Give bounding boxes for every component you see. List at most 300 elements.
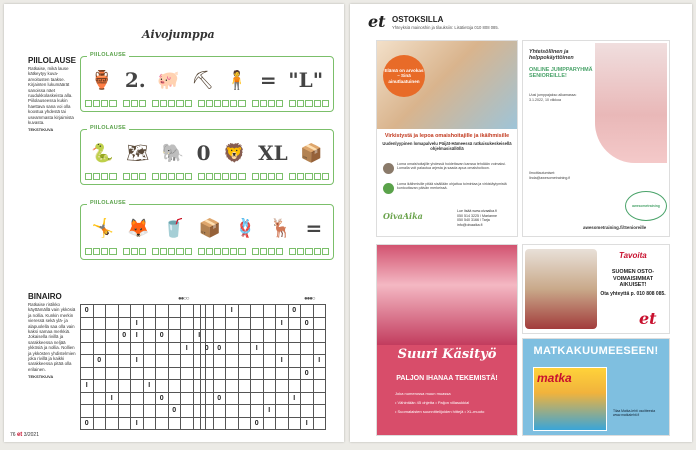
grid-cell[interactable] bbox=[238, 405, 251, 418]
grid-cell[interactable] bbox=[251, 355, 264, 368]
answer-box[interactable] bbox=[322, 248, 329, 255]
grid-cell[interactable] bbox=[168, 392, 181, 405]
grid-cell[interactable] bbox=[118, 342, 131, 355]
answer-box[interactable] bbox=[230, 248, 237, 255]
grid-cell[interactable] bbox=[81, 330, 94, 343]
grid-cell[interactable] bbox=[156, 417, 169, 430]
grid-cell[interactable] bbox=[106, 405, 119, 418]
grid-cell[interactable] bbox=[226, 342, 239, 355]
grid-row bbox=[201, 367, 326, 380]
grid-cell[interactable] bbox=[106, 317, 119, 330]
answer-box[interactable] bbox=[305, 173, 312, 180]
grid-cell[interactable] bbox=[201, 405, 214, 418]
grid-cell[interactable] bbox=[181, 355, 194, 368]
answer-box[interactable] bbox=[85, 173, 92, 180]
answer-box[interactable] bbox=[109, 173, 116, 180]
grid-cell[interactable] bbox=[276, 330, 289, 343]
answer-box[interactable] bbox=[185, 248, 192, 255]
grid-cell: 0 bbox=[168, 405, 181, 418]
answer-box[interactable] bbox=[206, 100, 213, 107]
grid-cell[interactable] bbox=[288, 342, 301, 355]
grid-cell[interactable] bbox=[156, 355, 169, 368]
grid-cell[interactable] bbox=[131, 305, 144, 318]
grid-cell[interactable] bbox=[213, 317, 226, 330]
grid-cell: 0 bbox=[301, 317, 314, 330]
grid-cell[interactable] bbox=[131, 405, 144, 418]
grid-cell[interactable] bbox=[263, 417, 276, 430]
panel-tag: PIILOLAUSE bbox=[87, 200, 129, 206]
grid-cell[interactable] bbox=[156, 317, 169, 330]
grid-row bbox=[201, 355, 326, 368]
grid-cell[interactable] bbox=[93, 342, 106, 355]
answer-box[interactable] bbox=[297, 100, 304, 107]
grid-cell[interactable] bbox=[301, 330, 314, 343]
answer-box[interactable] bbox=[123, 173, 130, 180]
grid-cell[interactable] bbox=[168, 342, 181, 355]
grid-cell[interactable] bbox=[313, 380, 326, 393]
grid-cell[interactable] bbox=[106, 367, 119, 380]
grid-cell[interactable] bbox=[251, 330, 264, 343]
puzzle-picture: 🦊 bbox=[127, 218, 150, 238]
grid-row bbox=[81, 380, 206, 393]
grid-cell[interactable] bbox=[118, 405, 131, 418]
grid-cell[interactable] bbox=[263, 305, 276, 318]
grid-cell[interactable] bbox=[143, 392, 156, 405]
grid-cell[interactable] bbox=[93, 380, 106, 393]
grid-cell[interactable] bbox=[143, 355, 156, 368]
grid-cell[interactable] bbox=[181, 317, 194, 330]
grid-cell[interactable] bbox=[156, 305, 169, 318]
answer-box[interactable] bbox=[276, 100, 283, 107]
answer-box[interactable] bbox=[93, 100, 100, 107]
grid-cell[interactable] bbox=[251, 367, 264, 380]
grid-cell[interactable] bbox=[238, 330, 251, 343]
grid-cell[interactable] bbox=[313, 342, 326, 355]
word-gap bbox=[118, 248, 122, 255]
grid-cell[interactable] bbox=[106, 380, 119, 393]
ad-tavoita[interactable] bbox=[522, 244, 670, 334]
answer-box[interactable] bbox=[85, 100, 92, 107]
ad-matka[interactable] bbox=[522, 338, 670, 436]
grid-cell[interactable] bbox=[301, 305, 314, 318]
grid-cell[interactable] bbox=[131, 342, 144, 355]
grid-cell[interactable] bbox=[131, 367, 144, 380]
answer-box[interactable] bbox=[222, 248, 229, 255]
grid-cell[interactable] bbox=[156, 405, 169, 418]
answer-box[interactable] bbox=[206, 173, 213, 180]
grid-cell[interactable] bbox=[201, 305, 214, 318]
answer-box[interactable] bbox=[297, 173, 304, 180]
grid-cell[interactable] bbox=[118, 380, 131, 393]
answer-box[interactable] bbox=[160, 100, 167, 107]
grid-cell[interactable] bbox=[118, 392, 131, 405]
word-gap bbox=[247, 100, 251, 107]
grid-cell[interactable] bbox=[276, 305, 289, 318]
grid-cell: 0 bbox=[156, 392, 169, 405]
grid-cell[interactable] bbox=[143, 405, 156, 418]
et-logo: et bbox=[368, 12, 386, 31]
grid-cell[interactable] bbox=[251, 392, 264, 405]
grid-cell[interactable] bbox=[313, 367, 326, 380]
suuri-kasityo-logo: Suuri Käsityö bbox=[397, 347, 497, 362]
answer-box[interactable] bbox=[230, 100, 237, 107]
puzzle-picture: 🦌 bbox=[269, 218, 293, 238]
grid-cell[interactable] bbox=[238, 380, 251, 393]
grid-cell[interactable] bbox=[118, 305, 131, 318]
right-page bbox=[350, 4, 692, 442]
answer-box[interactable] bbox=[276, 173, 283, 180]
answer-box[interactable] bbox=[268, 248, 275, 255]
grid-cell[interactable] bbox=[213, 367, 226, 380]
grid-cell[interactable] bbox=[93, 305, 106, 318]
answer-box[interactable] bbox=[206, 248, 213, 255]
grid-cell[interactable] bbox=[238, 317, 251, 330]
grid-cell[interactable] bbox=[288, 380, 301, 393]
grid-cell[interactable] bbox=[226, 417, 239, 430]
grid-cell[interactable] bbox=[93, 392, 106, 405]
answer-box[interactable] bbox=[314, 100, 321, 107]
grid-cell[interactable] bbox=[93, 330, 106, 343]
answer-box[interactable] bbox=[260, 248, 267, 255]
ad-oivaaika[interactable] bbox=[376, 40, 518, 237]
answer-box[interactable] bbox=[289, 100, 296, 107]
answer-box[interactable] bbox=[139, 173, 146, 180]
answer-box[interactable] bbox=[109, 248, 116, 255]
word-gap bbox=[193, 248, 197, 255]
grid-cell[interactable] bbox=[288, 417, 301, 430]
grid-cell[interactable] bbox=[251, 380, 264, 393]
grid-cell: I bbox=[81, 380, 94, 393]
grid-cell: I bbox=[181, 342, 194, 355]
grid-cell[interactable] bbox=[181, 392, 194, 405]
grid-cell[interactable] bbox=[238, 367, 251, 380]
page-footer bbox=[10, 432, 39, 438]
grid-cell[interactable] bbox=[238, 305, 251, 318]
answer-box[interactable] bbox=[168, 173, 175, 180]
piilolause-credit: TEKSTIKUVA bbox=[28, 127, 54, 133]
answer-box[interactable] bbox=[238, 173, 245, 180]
grid-cell[interactable] bbox=[238, 392, 251, 405]
grid-cell[interactable] bbox=[276, 380, 289, 393]
answer-box[interactable] bbox=[139, 248, 146, 255]
grid-cell[interactable] bbox=[118, 367, 131, 380]
grid-cell[interactable] bbox=[201, 417, 214, 430]
grid-row bbox=[81, 405, 206, 418]
puzzle-picture: 🦁 bbox=[223, 143, 246, 163]
grid-cell[interactable] bbox=[81, 367, 94, 380]
grid-cell[interactable] bbox=[168, 330, 181, 343]
grid-cell[interactable] bbox=[226, 330, 239, 343]
grid-row bbox=[201, 342, 326, 355]
grid-cell[interactable] bbox=[81, 355, 94, 368]
answer-box[interactable] bbox=[322, 100, 329, 107]
grid-cell[interactable] bbox=[118, 355, 131, 368]
answer-box[interactable] bbox=[160, 248, 167, 255]
grid-cell[interactable] bbox=[251, 405, 264, 418]
grid-cell[interactable] bbox=[201, 330, 214, 343]
grid-cell[interactable] bbox=[276, 405, 289, 418]
answer-box[interactable] bbox=[314, 248, 321, 255]
answer-box[interactable] bbox=[305, 248, 312, 255]
grid-row bbox=[81, 417, 206, 430]
grid-cell[interactable] bbox=[276, 417, 289, 430]
panel-tag: PIILOLAUSE bbox=[87, 125, 129, 131]
grid-cell[interactable] bbox=[181, 380, 194, 393]
picture-row bbox=[85, 65, 329, 95]
answer-box[interactable] bbox=[176, 248, 183, 255]
grid-cell[interactable] bbox=[143, 417, 156, 430]
answer-box[interactable] bbox=[238, 248, 245, 255]
grid-cell[interactable] bbox=[181, 405, 194, 418]
answer-box[interactable] bbox=[222, 100, 229, 107]
answer-box[interactable] bbox=[168, 248, 175, 255]
grid-cell[interactable] bbox=[201, 380, 214, 393]
grid-cell[interactable] bbox=[263, 330, 276, 343]
grid-cell[interactable] bbox=[213, 405, 226, 418]
answer-boxes[interactable] bbox=[85, 173, 329, 180]
grid-cell[interactable] bbox=[263, 392, 276, 405]
footer-issue: 3/2021 bbox=[23, 432, 39, 438]
puzzle-picture: 🥤 bbox=[162, 218, 186, 238]
puzzle-picture: 📦 bbox=[300, 143, 323, 163]
grid-cell[interactable] bbox=[251, 305, 264, 318]
grid-cell[interactable] bbox=[168, 355, 181, 368]
answer-box[interactable] bbox=[260, 100, 267, 107]
answer-box[interactable] bbox=[123, 248, 130, 255]
answer-box[interactable] bbox=[152, 173, 159, 180]
grid-cell[interactable] bbox=[181, 330, 194, 343]
answer-box[interactable] bbox=[305, 100, 312, 107]
grid-cell: I bbox=[131, 330, 144, 343]
grid-cell[interactable] bbox=[156, 367, 169, 380]
grid-cell[interactable] bbox=[238, 417, 251, 430]
grid-cell: 0 bbox=[156, 330, 169, 343]
grid-cell[interactable] bbox=[143, 342, 156, 355]
grid-cell[interactable] bbox=[181, 367, 194, 380]
grid-cell[interactable] bbox=[313, 417, 326, 430]
grid-cell[interactable] bbox=[118, 317, 131, 330]
grid-cell[interactable] bbox=[301, 380, 314, 393]
answer-box[interactable] bbox=[214, 173, 221, 180]
word-gap bbox=[284, 248, 288, 255]
grid-cell[interactable] bbox=[213, 417, 226, 430]
grid-cell[interactable] bbox=[143, 317, 156, 330]
grid-cell[interactable] bbox=[288, 330, 301, 343]
answer-box[interactable] bbox=[93, 173, 100, 180]
answer-box[interactable] bbox=[123, 100, 130, 107]
answer-box[interactable] bbox=[109, 100, 116, 107]
grid-cell[interactable] bbox=[81, 342, 94, 355]
grid-cell[interactable] bbox=[213, 305, 226, 318]
answer-box[interactable] bbox=[252, 100, 259, 107]
grid-cell[interactable] bbox=[181, 417, 194, 430]
answer-box[interactable] bbox=[252, 173, 259, 180]
grid-cell[interactable] bbox=[213, 355, 226, 368]
grid-cell[interactable] bbox=[263, 380, 276, 393]
grid-cell[interactable] bbox=[118, 417, 131, 430]
grid-cell[interactable] bbox=[168, 367, 181, 380]
answer-box[interactable] bbox=[314, 173, 321, 180]
grid-cell[interactable] bbox=[226, 355, 239, 368]
grid-cell[interactable] bbox=[301, 405, 314, 418]
grid-cell[interactable] bbox=[201, 355, 214, 368]
ad-paragraph-1: Uusi jumppajakso alkamassa: 3.1.2022, 10 viikkoa bbox=[529, 93, 577, 102]
grid-cell[interactable] bbox=[301, 355, 314, 368]
grid-cell[interactable] bbox=[131, 380, 144, 393]
grid-cell[interactable] bbox=[313, 405, 326, 418]
grid-cell[interactable] bbox=[93, 405, 106, 418]
grid-cell[interactable] bbox=[288, 405, 301, 418]
answer-box[interactable] bbox=[198, 173, 205, 180]
grid-cell[interactable] bbox=[201, 392, 214, 405]
grid-cell[interactable] bbox=[226, 405, 239, 418]
answer-box[interactable] bbox=[268, 173, 275, 180]
ad-title: Yhteisöllinen ja helppokäyttöinen bbox=[529, 49, 574, 62]
grid-cell[interactable] bbox=[143, 367, 156, 380]
grid-cell[interactable] bbox=[251, 317, 264, 330]
piilolause-text bbox=[28, 66, 78, 133]
answer-box[interactable] bbox=[214, 248, 221, 255]
ad-url[interactable]: awesometraining.fi/Senioreille bbox=[583, 225, 647, 230]
ad-awesometraining[interactable] bbox=[522, 40, 670, 237]
difficulty-dots-2: ●●●○ bbox=[304, 296, 315, 302]
grid-cell[interactable] bbox=[301, 392, 314, 405]
grid-cell[interactable] bbox=[168, 305, 181, 318]
answer-box[interactable] bbox=[252, 248, 259, 255]
answer-box[interactable] bbox=[101, 100, 108, 107]
grid-cell[interactable] bbox=[143, 330, 156, 343]
answer-box[interactable] bbox=[176, 100, 183, 107]
binairo-text bbox=[28, 302, 78, 380]
answer-box[interactable] bbox=[198, 248, 205, 255]
grid-row bbox=[81, 367, 206, 380]
answer-box[interactable] bbox=[168, 100, 175, 107]
grid-cell[interactable] bbox=[213, 330, 226, 343]
answer-box[interactable] bbox=[101, 248, 108, 255]
answer-box[interactable] bbox=[152, 248, 159, 255]
grid-cell[interactable] bbox=[201, 317, 214, 330]
grid-cell[interactable] bbox=[301, 342, 314, 355]
answer-box[interactable] bbox=[101, 173, 108, 180]
difficulty-dots-1: ●●○○ bbox=[178, 296, 189, 302]
grid-cell[interactable] bbox=[143, 305, 156, 318]
grid-cell[interactable] bbox=[213, 380, 226, 393]
grid-cell: I bbox=[276, 317, 289, 330]
grid-cell[interactable] bbox=[93, 367, 106, 380]
grid-cell[interactable] bbox=[263, 367, 276, 380]
word-gap bbox=[118, 100, 122, 107]
answer-boxes[interactable] bbox=[85, 248, 329, 255]
grid-cell[interactable] bbox=[81, 392, 94, 405]
answer-box[interactable] bbox=[176, 173, 183, 180]
grid-cell[interactable] bbox=[226, 380, 239, 393]
grid-cell[interactable] bbox=[226, 317, 239, 330]
answer-box[interactable] bbox=[268, 100, 275, 107]
answer-box[interactable] bbox=[198, 100, 205, 107]
answer-box[interactable] bbox=[322, 173, 329, 180]
matka-logo: matka bbox=[537, 371, 572, 385]
grid-cell[interactable] bbox=[288, 355, 301, 368]
answer-box[interactable] bbox=[131, 173, 138, 180]
puzzle-picture: "L" bbox=[288, 68, 324, 92]
puzzle-picture: 2. bbox=[124, 68, 146, 92]
grid-cell[interactable] bbox=[313, 305, 326, 318]
answer-box[interactable] bbox=[131, 100, 138, 107]
grid-cell[interactable] bbox=[313, 330, 326, 343]
grid-cell[interactable] bbox=[106, 330, 119, 343]
grid-cell[interactable] bbox=[313, 392, 326, 405]
grid-cell[interactable] bbox=[238, 342, 251, 355]
grid-cell[interactable] bbox=[168, 380, 181, 393]
answer-box[interactable] bbox=[85, 248, 92, 255]
grid-cell[interactable] bbox=[288, 317, 301, 330]
grid-cell[interactable] bbox=[106, 417, 119, 430]
grid-cell[interactable] bbox=[168, 317, 181, 330]
answer-boxes[interactable] bbox=[85, 100, 329, 107]
grid-cell[interactable] bbox=[156, 342, 169, 355]
grid-cell[interactable] bbox=[276, 392, 289, 405]
grid-cell[interactable] bbox=[263, 355, 276, 368]
answer-box[interactable] bbox=[230, 173, 237, 180]
grid-cell[interactable] bbox=[263, 317, 276, 330]
grid-cell[interactable] bbox=[93, 417, 106, 430]
answer-box[interactable] bbox=[260, 173, 267, 180]
answer-box[interactable] bbox=[185, 100, 192, 107]
puzzle-picture: ⛏ bbox=[191, 70, 215, 90]
answer-box[interactable] bbox=[276, 248, 283, 255]
answer-box[interactable] bbox=[139, 100, 146, 107]
grid-cell[interactable] bbox=[93, 317, 106, 330]
answer-box[interactable] bbox=[289, 173, 296, 180]
grid-cell[interactable] bbox=[106, 305, 119, 318]
answer-box[interactable] bbox=[152, 100, 159, 107]
grid-cell[interactable] bbox=[106, 355, 119, 368]
grid-cell[interactable] bbox=[276, 367, 289, 380]
answer-box[interactable] bbox=[289, 248, 296, 255]
grid-cell[interactable] bbox=[131, 392, 144, 405]
ad-suuri-kasityo[interactable] bbox=[376, 244, 518, 436]
answer-box[interactable] bbox=[222, 173, 229, 180]
word-gap bbox=[147, 248, 151, 255]
grid-cell: 0 bbox=[81, 417, 94, 430]
answer-box[interactable] bbox=[185, 173, 192, 180]
answer-box[interactable] bbox=[214, 100, 221, 107]
grid-cell[interactable] bbox=[181, 305, 194, 318]
ad-line-3: • Suomalaisten suunnittelijoiden hittejä • XL-muoto bbox=[395, 409, 485, 414]
answer-box[interactable] bbox=[238, 100, 245, 107]
grid-cell[interactable] bbox=[106, 342, 119, 355]
answer-box[interactable] bbox=[160, 173, 167, 180]
grid-cell[interactable] bbox=[288, 367, 301, 380]
grid-row bbox=[81, 392, 206, 405]
grid-cell[interactable] bbox=[226, 392, 239, 405]
grid-cell[interactable] bbox=[263, 342, 276, 355]
answer-box[interactable] bbox=[131, 248, 138, 255]
grid-cell[interactable] bbox=[276, 342, 289, 355]
grid-cell[interactable] bbox=[168, 417, 181, 430]
grid-cell[interactable] bbox=[201, 367, 214, 380]
grid-cell[interactable] bbox=[238, 355, 251, 368]
grid-cell[interactable] bbox=[81, 317, 94, 330]
answer-box[interactable] bbox=[93, 248, 100, 255]
grid-cell[interactable] bbox=[81, 405, 94, 418]
panel-tag: PIILOLAUSE bbox=[87, 52, 129, 58]
grid-cell[interactable] bbox=[226, 367, 239, 380]
word-gap bbox=[247, 173, 251, 180]
grid-cell[interactable] bbox=[156, 380, 169, 393]
answer-box[interactable] bbox=[297, 248, 304, 255]
grid-cell[interactable] bbox=[313, 317, 326, 330]
